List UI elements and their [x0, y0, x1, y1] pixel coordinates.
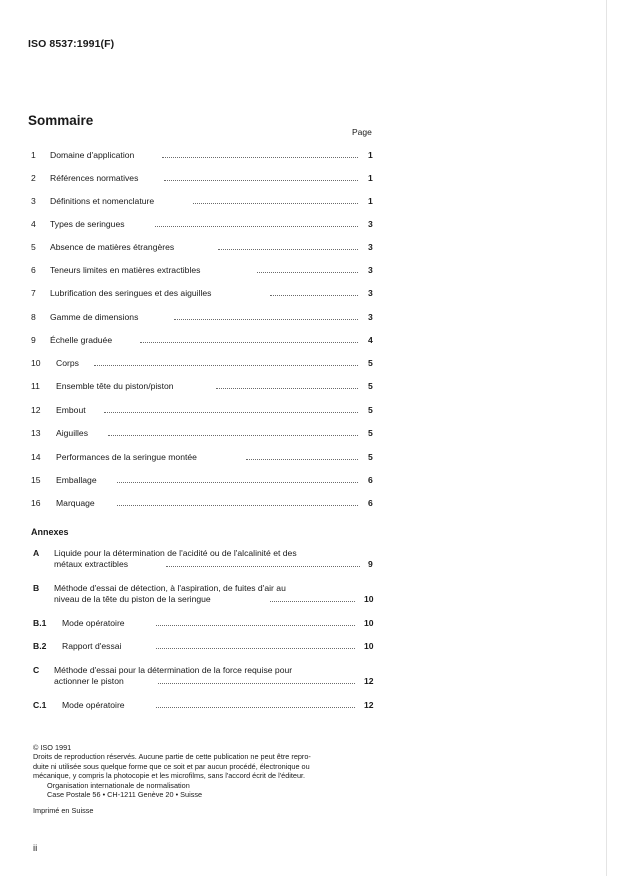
toc-entry[interactable] [0, 452, 619, 465]
toc-entry[interactable] [0, 265, 619, 278]
leader-dots [156, 648, 355, 649]
toc-entry-number: 12 [31, 405, 41, 415]
toc-entry-title: Corps [56, 358, 79, 368]
annex-entry-b[interactable] [0, 583, 619, 607]
toc-entry-page: 1 [368, 196, 373, 206]
toc-entry-title: Lubrification des seringues et des aiguilles [50, 288, 212, 298]
toc-entry-number: 14 [31, 452, 41, 462]
rights-text-line: Droits de reproduction réservés. Aucune partie de cette publication ne peut être repro- [33, 752, 311, 762]
toc-entry[interactable] [0, 242, 619, 255]
leader-dots [270, 601, 355, 602]
toc-entry-page: 6 [368, 475, 373, 485]
annex-subentry-c1[interactable] [0, 700, 619, 713]
toc-entry-title: Performances de la seringue montée [56, 452, 197, 462]
toc-entry-title: Absence de matières étrangères [50, 242, 175, 252]
leader-dots [156, 625, 355, 626]
annex-title-line2: métaux extractibles [54, 559, 129, 569]
leader-dots [156, 707, 355, 708]
toc-entry-title: Ensemble tête du piston/piston [56, 381, 174, 391]
toc-entry[interactable] [0, 475, 619, 488]
leader-dots [155, 226, 358, 227]
toc-entry-page: 3 [368, 265, 373, 275]
annex-entry-a[interactable] [0, 548, 619, 572]
toc-entry-title: Emballage [56, 475, 97, 485]
leader-dots [166, 566, 360, 567]
toc-page-label: Page [352, 127, 372, 137]
toc-entry-number: 1 [31, 150, 36, 160]
toc-entry-page: 3 [368, 312, 373, 322]
annex-subnumber: C.1 [33, 700, 47, 710]
toc-entry[interactable] [0, 335, 619, 348]
leader-dots [117, 482, 358, 483]
annex-page: 12 [364, 700, 374, 710]
rights-text-line: mécanique, y compris la photocopie et les microfilms, sans l'accord écrit de l'éditeur. [33, 771, 306, 781]
annex-title-line2: niveau de la tête du piston de la seringue [54, 594, 211, 604]
annex-entry-c[interactable] [0, 665, 619, 689]
leader-dots [104, 412, 358, 413]
annex-title-line1: Méthode d'essai pour la détermination de la force requise pour [54, 665, 293, 675]
leader-dots [270, 295, 358, 296]
toc-entry[interactable] [0, 498, 619, 511]
annex-subtitle: Mode opératoire [62, 700, 125, 710]
organisation-block [47, 781, 202, 800]
annex-page: 9 [368, 559, 373, 569]
annex-page: 10 [364, 641, 374, 651]
annex-page: 10 [364, 594, 374, 604]
leader-dots [193, 203, 358, 204]
toc-entry-number: 5 [31, 242, 36, 252]
leader-dots [216, 388, 358, 389]
toc-entry[interactable] [0, 219, 619, 232]
toc-entry-number: 10 [31, 358, 41, 368]
annex-subtitle: Rapport d'essai [62, 641, 122, 651]
toc-entry-number: 6 [31, 265, 36, 275]
toc-entry-page: 1 [368, 173, 373, 183]
annex-page: 12 [364, 676, 374, 686]
toc-entry-number: 4 [31, 219, 36, 229]
copyright-line: © ISO 1991 [33, 743, 72, 752]
leader-dots [246, 459, 358, 460]
leader-dots [94, 365, 358, 366]
toc-entry[interactable] [0, 312, 619, 325]
page-number: ii [33, 843, 38, 854]
leader-dots [164, 180, 358, 181]
toc-entry-title: Embout [56, 405, 86, 415]
organisation-name: Organisation internationale de normalisation [47, 781, 190, 790]
toc-entry-title: Marquage [56, 498, 95, 508]
toc-title: Sommaire [28, 113, 94, 128]
leader-dots [140, 342, 358, 343]
toc-entry-number: 3 [31, 196, 36, 206]
annex-title-line2: actionner le piston [54, 676, 124, 686]
toc-entry-title: Gamme de dimensions [50, 312, 139, 322]
toc-entry-number: 11 [31, 381, 40, 391]
toc-entry-page: 4 [368, 335, 373, 345]
annex-letter: B [33, 583, 40, 593]
toc-entry[interactable] [0, 288, 619, 301]
annex-subnumber: B.2 [33, 641, 47, 651]
annexes-heading: Annexes [31, 527, 69, 537]
toc-entry[interactable] [0, 196, 619, 209]
annex-subnumber: B.1 [33, 618, 47, 628]
toc-entry-page: 5 [368, 452, 373, 462]
toc-entry-number: 7 [31, 288, 36, 298]
toc-entry-page: 3 [368, 242, 373, 252]
toc-entry-title: Échelle graduée [50, 335, 113, 345]
annex-subentry-b1[interactable] [0, 618, 619, 631]
toc-entry[interactable] [0, 428, 619, 441]
document-id: ISO 8537:1991(F) [28, 38, 115, 50]
toc-entry-number: 15 [31, 475, 41, 485]
toc-entry-page: 3 [368, 288, 373, 298]
annex-page: 10 [364, 618, 374, 628]
leader-dots [257, 272, 358, 273]
toc-entry-page: 1 [368, 150, 373, 160]
toc-entry-title: Domaine d'application [50, 150, 135, 160]
toc-entry[interactable] [0, 405, 619, 418]
toc-entry-number: 8 [31, 312, 36, 322]
toc-entry[interactable] [0, 358, 619, 371]
toc-entry-title: Références normatives [50, 173, 139, 183]
leader-dots [158, 683, 355, 684]
toc-entry-page: 5 [368, 358, 373, 368]
leader-dots [174, 319, 358, 320]
toc-entry-number: 16 [31, 498, 41, 508]
leader-dots [162, 157, 358, 158]
organisation-address: Case Postale 56 • CH-1211 Genève 20 • Suisse [47, 790, 203, 800]
toc-entry-title: Types de seringues [50, 219, 125, 229]
toc-entry[interactable] [0, 381, 619, 394]
annex-letter: A [33, 548, 40, 558]
toc-entry[interactable] [0, 150, 619, 163]
leader-dots [117, 505, 358, 506]
annex-title-line1: Méthode d'essai de détection, à l'aspiration, de fuites d'air au [54, 583, 286, 593]
annex-subentry-b2[interactable] [0, 641, 619, 654]
toc-entry[interactable] [0, 173, 619, 186]
annex-title-line1: Liquide pour la détermination de l'acidité ou de l'alcalinité et des [54, 548, 297, 558]
toc-entry-number: 9 [31, 335, 36, 345]
toc-entry-number: 13 [31, 428, 41, 438]
toc-entry-page: 6 [368, 498, 373, 508]
toc-entry-page: 5 [368, 428, 373, 438]
toc-entry-number: 2 [31, 173, 36, 183]
toc-entry-title: Teneurs limites en matières extractibles [50, 265, 201, 275]
toc-entry-page: 5 [368, 405, 373, 415]
toc-entry-title: Définitions et nomenclature [50, 196, 155, 206]
rights-text-line: duite ni utilisée sous quelque forme que ce soit et par aucun procédé, électronique ou [33, 761, 310, 771]
leader-dots [218, 249, 358, 250]
annex-letter: C [33, 665, 40, 675]
annex-subtitle: Mode opératoire [62, 618, 125, 628]
toc-entry-title: Aiguilles [56, 428, 89, 438]
printed-in: Imprimé en Suisse [33, 806, 94, 815]
leader-dots [108, 435, 358, 436]
toc-entry-page: 5 [368, 381, 373, 391]
toc-entry-page: 3 [368, 219, 373, 229]
copyright-block [33, 743, 393, 781]
